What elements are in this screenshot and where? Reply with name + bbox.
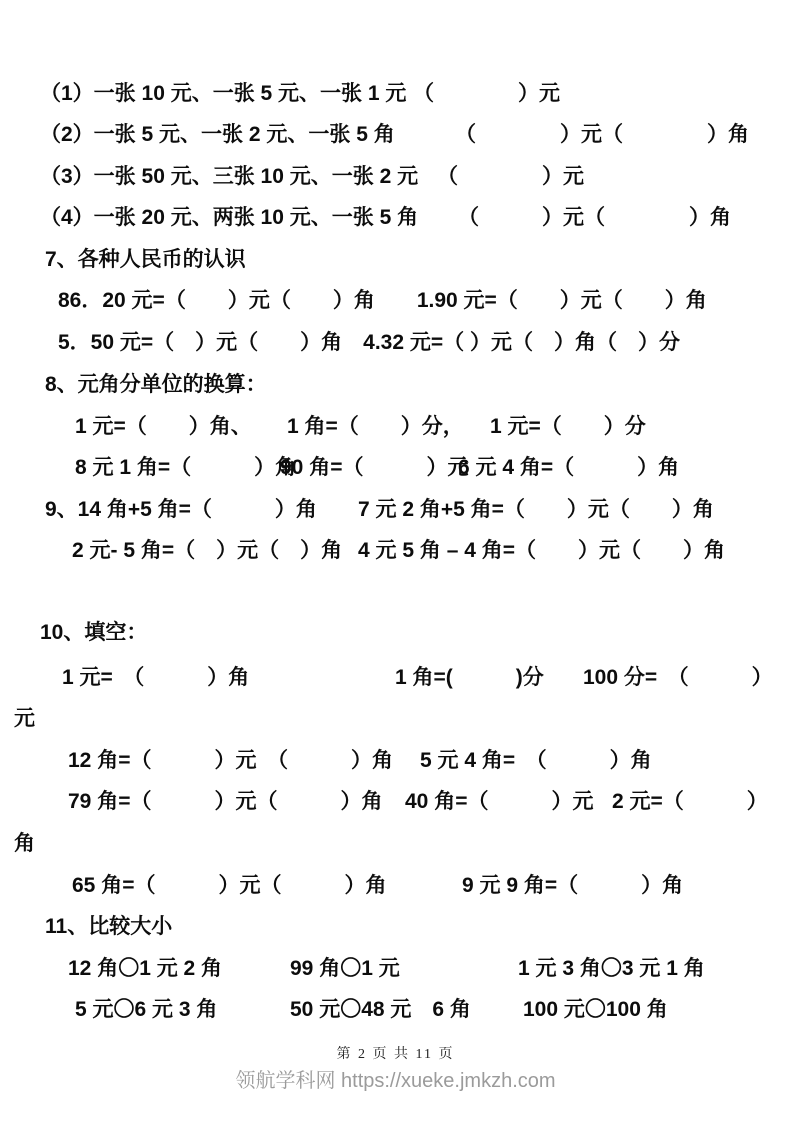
arithmetic-exercise: 7 元 2 角+5 角=（ ）元（ ）角 [358,498,714,521]
banknote-item-4 [0,204,791,234]
arithmetic-exercise: 4 元 5 角 – 4 角=（ ）元（ ）角 [358,539,725,562]
banknote-item-3 [0,163,791,193]
comparison-exercise: 100 元〇100 角 [523,998,668,1021]
section-7-row-1 [0,287,791,317]
fill-blank-exercise: 2 元=（ ） [612,790,768,813]
section-9-row-2 [0,537,791,567]
section-10-row-1 [0,664,791,694]
site-watermark: 领航学科网 https://xueke.jmkzh.com [235,1070,556,1092]
conversion-exercise: 1 元=（ ）分 [490,415,646,438]
comparison-exercise: 12 角〇1 元 2 角 [68,957,223,980]
banknote-item-1 [0,80,791,110]
wrapped-unit-text: 角 [14,832,35,855]
section-10-row-1-wrap [0,705,791,735]
section-11-row-1 [0,955,791,985]
conversion-exercise: 1 元=（ ）角、 [75,415,252,438]
answer-blank: （ ）元 [413,82,560,105]
page-number-footer: 第 2 页 共 11 页 [336,1047,455,1062]
fill-blank-exercise: 1 元= （ ）角 [62,666,250,689]
fill-blank-exercise: 40 角=（ ）元 [405,790,594,813]
section-10-row-3 [0,788,791,818]
section-8-title [0,371,791,401]
arithmetic-exercise: 9、14 角+5 角=（ ）角 [45,498,317,521]
section-heading: 10、填空： [40,621,148,644]
fill-blank-exercise: 65 角=（ ）元（ ）角 [72,874,387,897]
answer-blank: （ ）元（ ）角 [458,206,731,229]
conversion-exercise: 8 元 1 角=（ ）角 [75,456,297,479]
section-9-row-1 [0,496,791,526]
answer-blank: （ ）元 [437,165,584,188]
question-text: （4）一张 20 元、两张 10 元、一张 5 角 [40,206,419,229]
comparison-exercise: 50 元〇48 元 6 角 [290,998,471,1021]
section-7-title [0,246,791,276]
wrapped-unit-text: 元 [14,707,35,730]
comparison-exercise: 5 元〇6 元 3 角 [75,998,218,1021]
section-heading: 8、元角分单位的换算： [45,373,267,396]
question-text: （1）一张 10 元、一张 5 元、一张 1 元 [40,82,407,105]
section-11-title [0,913,791,943]
section-10-row-4 [0,872,791,902]
conversion-exercise: 5．50 元=（ ）元（ ）角 4.32 元=（ ）元（ ）角（ ）分 [58,331,680,354]
fill-blank-exercise: 5 元 4 角= （ ）角 [420,749,652,772]
conversion-exercise: 1 角=（ ）分， [287,415,464,438]
section-8-row-2 [0,454,791,484]
arithmetic-exercise: 2 元- 5 角=（ ）元（ ）角 [72,539,343,562]
fill-blank-exercise: 9 元 9 角=（ ）角 [462,874,684,897]
section-8-row-1 [0,413,791,443]
section-11-row-2 [0,996,791,1026]
fill-blank-exercise: 1 角=( )分 [395,666,544,689]
section-heading: 11、比较大小 [45,915,173,938]
fill-blank-exercise: 79 角=（ ）元（ ）角 [68,790,383,813]
question-text: （2）一张 5 元、一张 2 元、一张 5 角 [40,123,395,146]
section-10-row-2 [0,747,791,777]
section-7-row-2 [0,329,791,359]
answer-blank: （ ）元（ ）角 [455,123,749,146]
fill-blank-exercise: 100 分= （ ） [583,666,773,689]
section-10-row-3-wrap [0,830,791,860]
comparison-exercise: 1 元 3 角〇3 元 1 角 [518,957,705,980]
comparison-exercise: 99 角〇1 元 [290,957,400,980]
conversion-exercise: 86．20 元=（ ）元（ ）角 1.90 元=（ ）元（ ）角 [58,289,707,312]
conversion-exercise: 6 元 4 角=（ ）角 [458,456,680,479]
fill-blank-exercise: 12 角=（ ）元 （ ）角 [68,749,393,772]
question-text: （3）一张 50 元、三张 10 元、一张 2 元 [40,165,419,188]
section-heading: 7、各种人民币的认识 [45,248,246,271]
section-10-title [0,619,791,649]
conversion-exercise: 90 角=（ ）元 [280,456,469,479]
banknote-item-2 [0,121,791,151]
